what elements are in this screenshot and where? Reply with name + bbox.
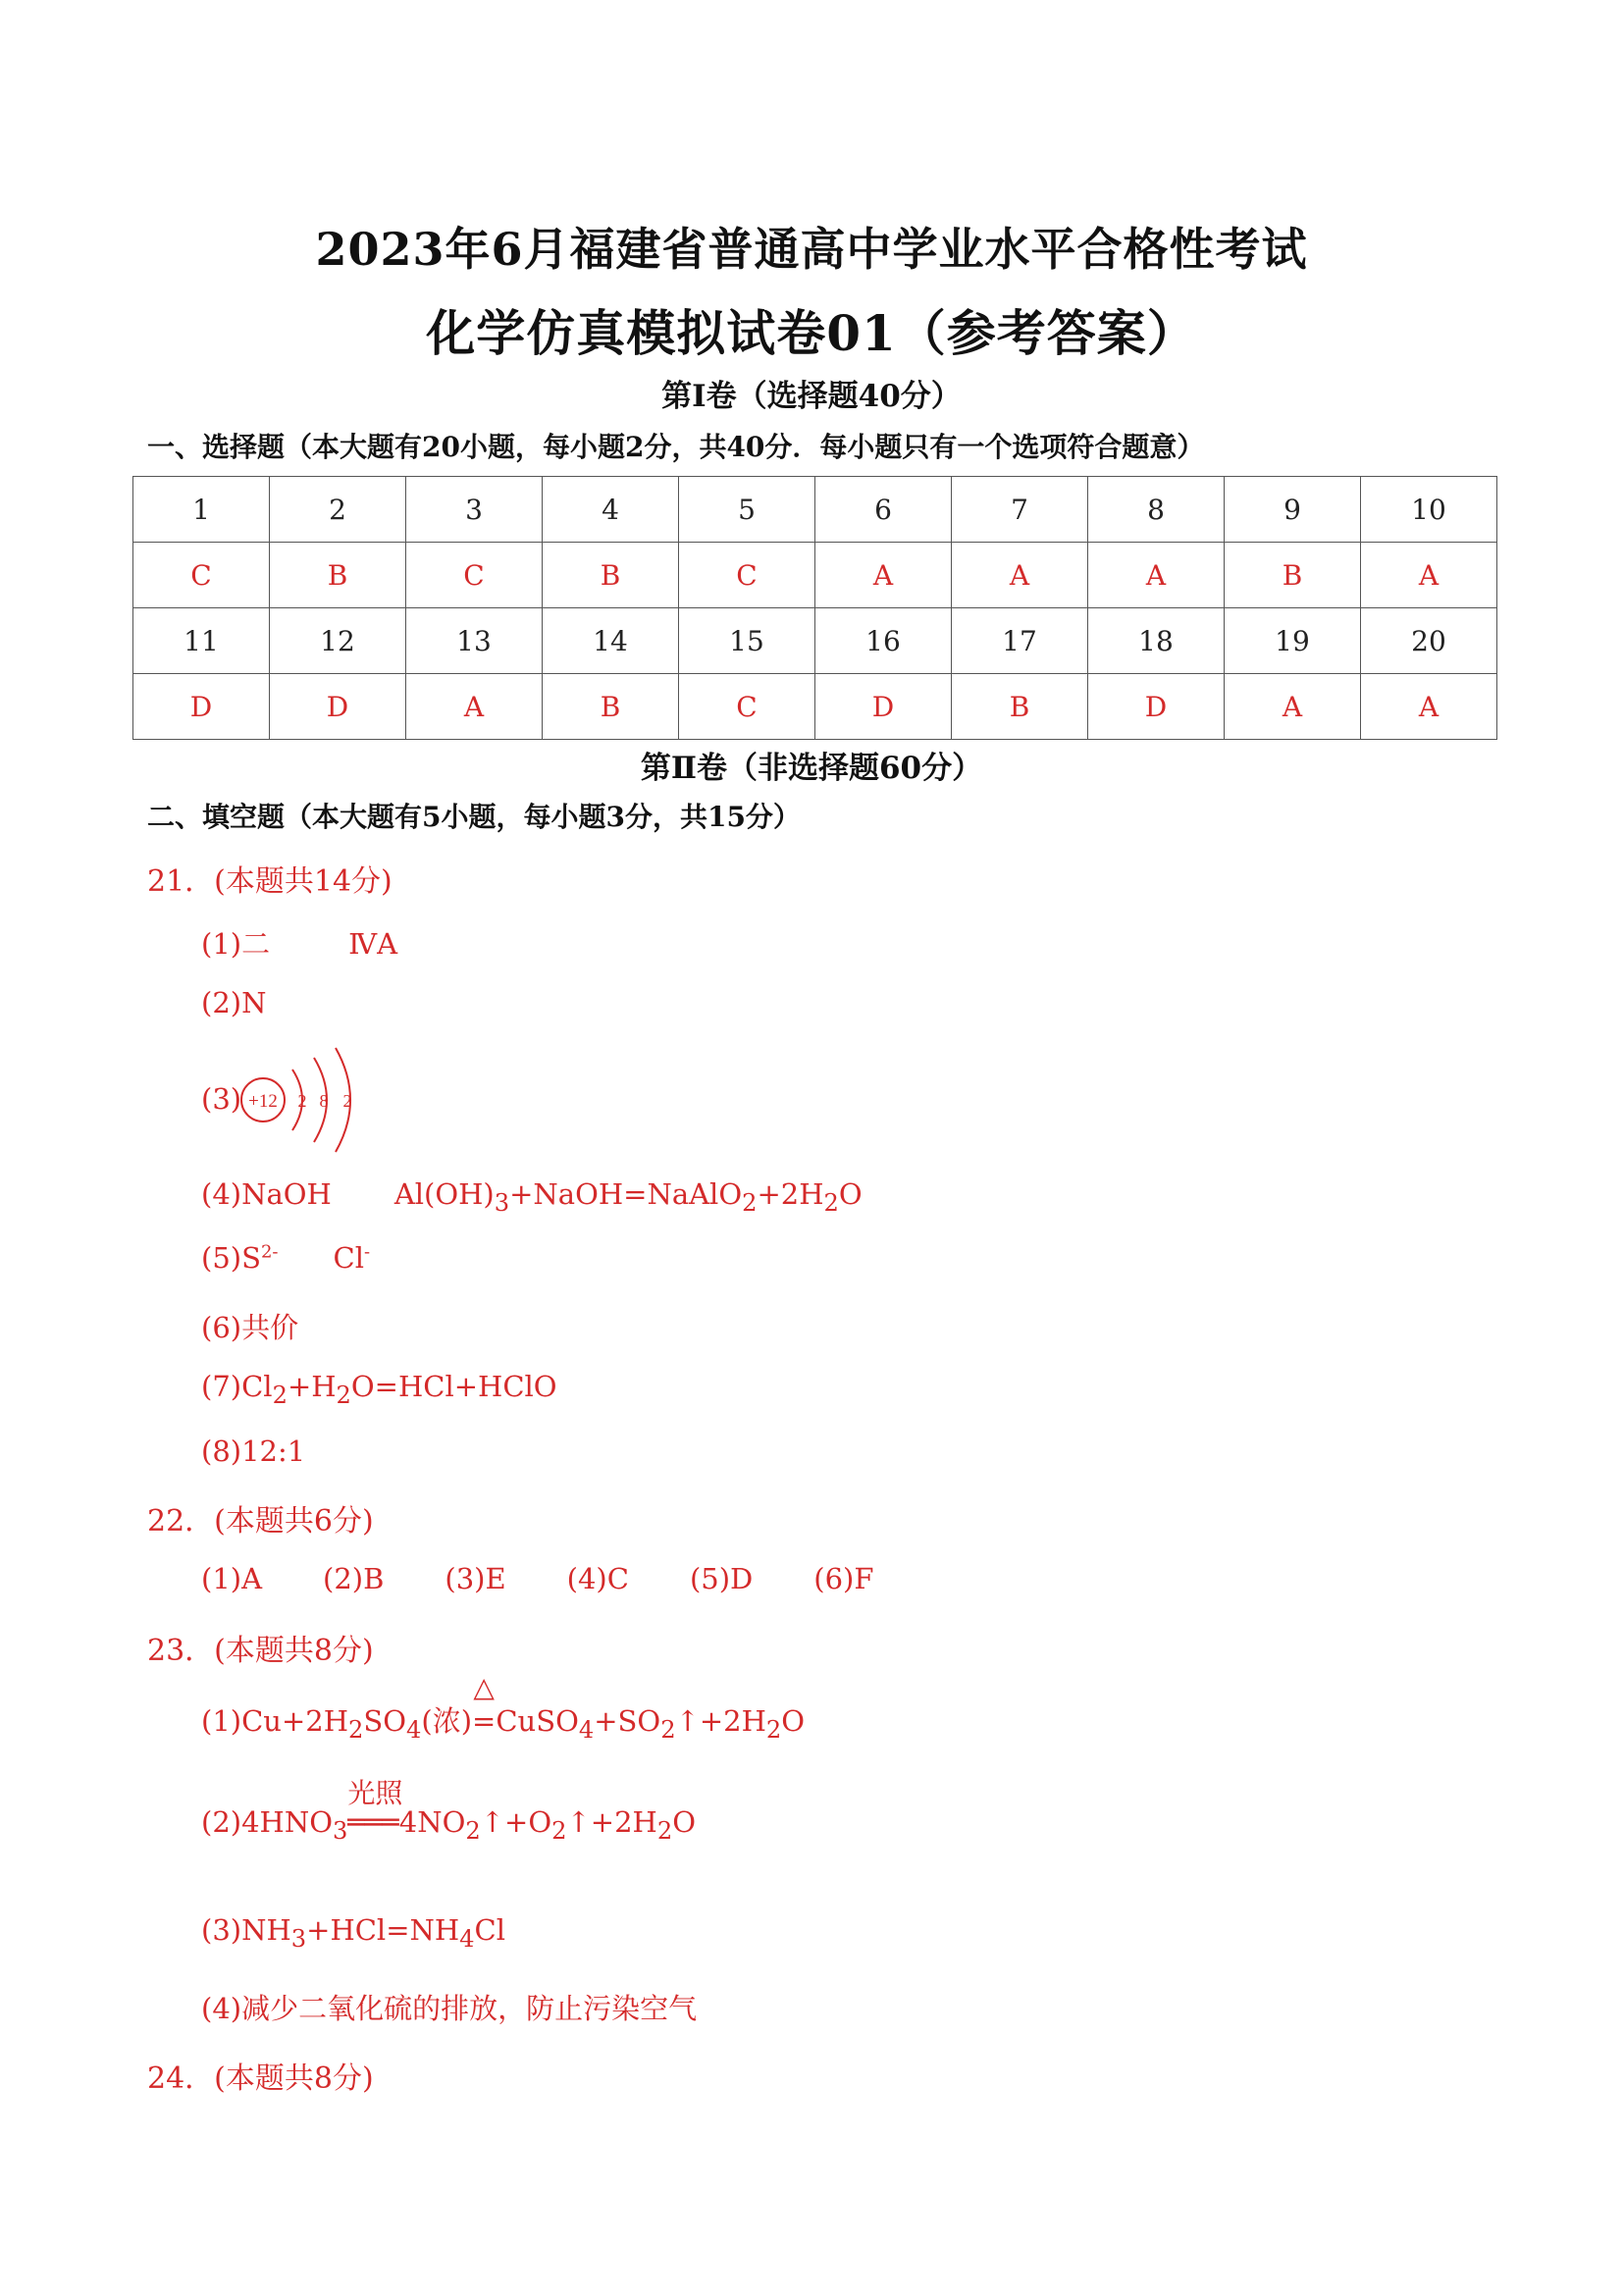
question-number-cell: 1 <box>133 477 270 543</box>
nucleus-charge: +12 <box>248 1091 278 1112</box>
question-number-cell: 20 <box>1361 608 1497 674</box>
question-number-cell: 13 <box>406 608 543 674</box>
q23-answer-3: $(3)NH_3+HCl=NH_4Cl$ <box>201 1913 506 1953</box>
question-number-cell: 12 <box>270 608 406 674</box>
answer-text: (1)A <box>201 1562 263 1595</box>
volume-2-label: 第Ⅱ卷（非选择题60分） <box>640 751 983 786</box>
q21-answer-2: (2)N <box>201 986 267 1019</box>
answer-cell: C <box>679 674 815 740</box>
question-number-cell: 6 <box>815 477 952 543</box>
q21-answer-7: $(7)Cl_2+H_2O=HCl+HClO$ <box>201 1370 557 1409</box>
title-line-1: 2023年6月福建省普通高中学业水平合格性考试 <box>315 223 1308 276</box>
answer-number: (4) <box>201 1177 242 1211</box>
ion-chloride: Cl <box>333 1241 364 1275</box>
question-number-cell: 7 <box>952 477 1088 543</box>
shell-electrons: 8 <box>319 1091 329 1111</box>
question-number-cell: 17 <box>952 608 1088 674</box>
answer-cell: A <box>952 543 1088 608</box>
answer-text: ⅣA <box>348 927 398 961</box>
answer-text: 二 <box>241 927 271 961</box>
question-number-cell: 10 <box>1361 477 1497 543</box>
answer-cell: D <box>1088 674 1225 740</box>
title-line-2: 化学仿真模拟试卷01（参考答案） <box>426 304 1197 362</box>
answer-cell: A <box>815 543 952 608</box>
volume-1-label: 第Ⅰ卷（选择题40分） <box>661 379 962 414</box>
answer-text: (5)D <box>689 1562 754 1595</box>
question-number-cell: 18 <box>1088 608 1225 674</box>
question-number-cell: 19 <box>1225 608 1361 674</box>
question-number-cell: 15 <box>679 608 815 674</box>
question-number-cell: 9 <box>1225 477 1361 543</box>
answer-cell: A <box>1361 674 1497 740</box>
answer-number: (1) <box>201 927 242 961</box>
shell-electrons: 2 <box>297 1091 307 1111</box>
q21-answer-5: $(5)S^{2-}$ Cl- <box>201 1241 371 1275</box>
reaction-condition-light: 光照 ═══ <box>347 1777 403 1839</box>
answer-cell: B <box>952 674 1088 740</box>
question-number-cell: 11 <box>133 608 270 674</box>
answer-cell: B <box>1225 543 1361 608</box>
question-number-row <box>133 608 1497 674</box>
q22-header: 22．(本题共6分) <box>147 1504 374 1539</box>
question-number-cell: 16 <box>815 608 952 674</box>
answer-row <box>133 543 1497 608</box>
q23-answer-4: (4)减少二氧化硫的排放，防止污染空气 <box>201 1992 698 2025</box>
question-number-row <box>133 477 1497 543</box>
answer-text: (2)B <box>323 1562 385 1595</box>
answer-table <box>132 476 1497 740</box>
answer-text: NaOH <box>241 1177 332 1211</box>
equation: $Al(OH)_3+NaOH=NaAlO_2+2H_2O$ <box>393 1177 863 1217</box>
question-number-cell: 2 <box>270 477 406 543</box>
q23-answer-2: $(2)4HNO_3$ 光照 $═══4NO_2↑+O_2↑+2H_2O$ <box>201 1777 696 1845</box>
answer-text: (6)F <box>813 1562 874 1595</box>
answer-cell: D <box>133 674 270 740</box>
answer-cell: B <box>543 674 679 740</box>
q21-answer-4 <box>201 1177 863 1217</box>
q21-answer-1 <box>201 922 397 963</box>
answer-cell: A <box>406 674 543 740</box>
q21-answer-3-label: (3) <box>201 1082 242 1116</box>
q21-header: 21．(本题共14分) <box>147 864 393 899</box>
answer-cell: C <box>406 543 543 608</box>
shell-electrons: 2 <box>342 1091 352 1111</box>
answer-cell: C <box>679 543 815 608</box>
q23-header: 23．(本题共8分) <box>147 1634 374 1668</box>
answer-number: (5) <box>201 1241 242 1275</box>
question-number-cell: 4 <box>543 477 679 543</box>
answer-text: (3)E <box>445 1562 506 1595</box>
q24-header: 24．(本题共8分) <box>147 2061 374 2096</box>
answer-cell: A <box>1225 674 1361 740</box>
ion-sulfide: S <box>241 1241 261 1275</box>
answer-cell: B <box>270 543 406 608</box>
question-number-cell: 3 <box>406 477 543 543</box>
section-2-title: 二、填空题（本大题有5小题，每小题3分，共15分） <box>147 801 801 833</box>
answer-cell: B <box>543 543 679 608</box>
section-1-title: 一、选择题（本大题有20小题，每小题2分，共40分．每小题只有一个选项符合题意） <box>147 431 1205 463</box>
answer-cell: D <box>270 674 406 740</box>
question-number-cell: 8 <box>1088 477 1225 543</box>
question-number-cell: 5 <box>679 477 815 543</box>
answer-cell: D <box>815 674 952 740</box>
answer-cell: A <box>1361 543 1497 608</box>
answer-row <box>133 674 1497 740</box>
q23-answer-1: $(1)Cu+2H_2SO_4$(浓) △ $=CuSO_4+SO_2↑+2H_2O$ <box>201 1671 806 1744</box>
answer-cell: A <box>1088 543 1225 608</box>
answer-cell: C <box>133 543 270 608</box>
question-number-cell: 14 <box>543 608 679 674</box>
q21-answer-8: (8)12:1 <box>201 1435 306 1468</box>
q22-answers <box>201 1562 874 1595</box>
mg-atom-structure-diagram <box>236 1042 363 1160</box>
q21-answer-6: (6)共价 <box>201 1311 299 1344</box>
answer-text: (4)C <box>566 1562 629 1595</box>
reaction-condition-heat: △ = <box>472 1671 497 1738</box>
